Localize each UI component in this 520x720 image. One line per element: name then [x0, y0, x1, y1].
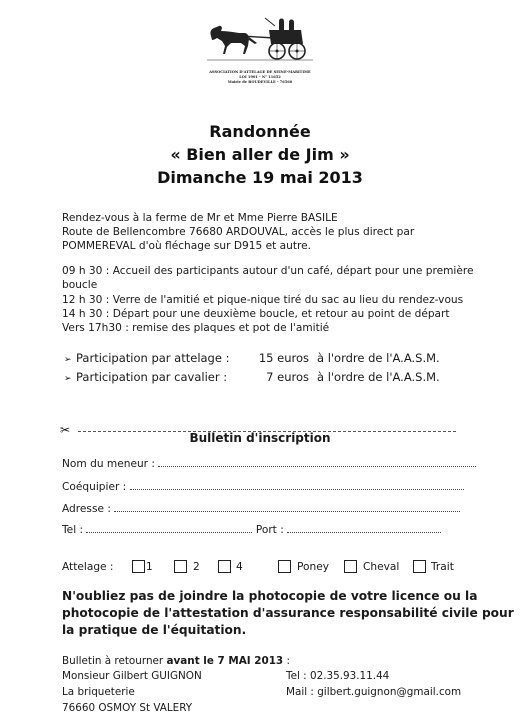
contact-mail[interactable]: Mail : gilbert.guignon@gmail.com — [286, 686, 462, 698]
checkbox-cheval[interactable] — [344, 560, 357, 573]
contact-city: 76660 OSMOY St VALERY — [62, 702, 193, 714]
price-label: Participation par cavalier : — [76, 370, 228, 384]
notice-line: N'oubliez pas de joindre la photocopie de votre licence ou la — [62, 589, 478, 603]
schedule-line: Vers 17h30 : remise des plaques et pot de l'amitié — [62, 322, 330, 334]
field-adresse — [62, 502, 460, 515]
field-coequipier — [62, 480, 464, 493]
meeting-line-2: Route de Bellencombre 76680 ARDOUVAL, accès le plus direct par — [62, 226, 415, 238]
return-deadline: avant le 7 MAI 2013 — [166, 655, 284, 667]
field-label: Adresse : — [62, 503, 111, 515]
schedule-line: boucle — [62, 279, 98, 291]
contact-name: Monsieur Gilbert GUIGNON — [62, 670, 202, 682]
field-tel — [62, 523, 441, 536]
price-label: Participation par attelage : — [76, 351, 230, 365]
price-suffix: à l'ordre de l'A.A.S.M. — [317, 351, 440, 365]
notice-line: photocopie de l'attestation d'assurance responsabilité civile pour — [62, 606, 514, 620]
schedule-line: 12 h 30 : Verre de l'amitié et pique-nique tiré du sac au lieu du rendez-vous — [62, 294, 464, 306]
contact-tel: Tel : 02.35.93.11.44 — [286, 670, 390, 682]
price-amount: 15 euros — [258, 351, 309, 365]
schedule-line: 14 h 30 : Départ pour une deuxième boucle, et retour au point de départ — [62, 308, 450, 320]
price-row-cavalier — [64, 370, 440, 384]
logo-line-3: Mairie de BOUDEVILLE - 76560 — [227, 80, 293, 84]
logo-line-1: ASSOCIATION D'ATTELAGE DE SEINE-MARITIME — [209, 70, 311, 74]
title-line-1: Randonnée — [209, 122, 311, 141]
price-amount: 7 euros — [266, 370, 309, 384]
return-instructions — [62, 655, 290, 667]
notice-paragraph — [62, 588, 514, 639]
attelage-label: Attelage : — [62, 561, 114, 573]
port-input[interactable] — [287, 523, 441, 533]
checkbox-label: Trait — [431, 561, 454, 573]
field-label: Port : — [255, 524, 284, 536]
checkbox-label: 4 — [236, 561, 243, 573]
price-suffix: à l'ordre de l'A.A.S.M. — [317, 370, 440, 384]
association-name — [185, 70, 335, 85]
notice-line: la pratique de l'équitation. — [62, 623, 247, 637]
checkbox-1[interactable] — [132, 560, 145, 573]
checkbox-trait[interactable] — [413, 560, 426, 573]
checkbox-label: Poney — [297, 561, 329, 573]
meeting-line-3: POMMEREVAL d'où fléchage sur D915 et autre. — [62, 240, 311, 252]
form-title: Bulletin d'inscription — [189, 431, 331, 445]
nom-meneur-input[interactable] — [158, 457, 476, 467]
coequipier-input[interactable] — [130, 480, 464, 490]
meeting-line-1: Rendez-vous à la ferme de Mr et Mme Pierre BASILE — [62, 212, 338, 224]
arrow-icon: ➢ — [64, 374, 72, 384]
title-line-2: « Bien aller de Jim » — [170, 145, 350, 164]
checkbox-2[interactable] — [174, 560, 187, 573]
checkbox-poney[interactable] — [278, 560, 291, 573]
checkbox-4[interactable] — [218, 560, 231, 573]
checkbox-label: 1 — [146, 561, 153, 573]
field-label: Nom du meneur : — [62, 458, 155, 470]
title-line-3: Dimanche 19 mai 2013 — [157, 168, 363, 187]
field-label: Coéquipier : — [62, 481, 127, 493]
field-nom-meneur — [62, 457, 476, 470]
adresse-input[interactable] — [114, 502, 460, 512]
tel-input[interactable] — [86, 523, 252, 533]
attelage-options — [62, 559, 482, 575]
schedule-line: 09 h 30 : Accueil des participants autour d'un café, départ pour une première — [62, 265, 474, 277]
return-prefix: Bulletin à retourner — [62, 655, 164, 667]
contact-street: La briqueterie — [62, 686, 135, 698]
arrow-icon: ➢ — [64, 355, 72, 365]
return-suffix: : — [283, 655, 290, 667]
checkbox-label: Cheval — [363, 561, 400, 573]
field-label: Tel : — [62, 524, 84, 536]
price-row-attelage — [64, 351, 440, 365]
checkbox-label: 2 — [193, 561, 200, 573]
scissors-icon: ✂ — [60, 423, 71, 437]
horse-carriage-icon — [205, 16, 315, 66]
logo-line-2: LOI 1901 - N° 11652 — [239, 75, 281, 79]
